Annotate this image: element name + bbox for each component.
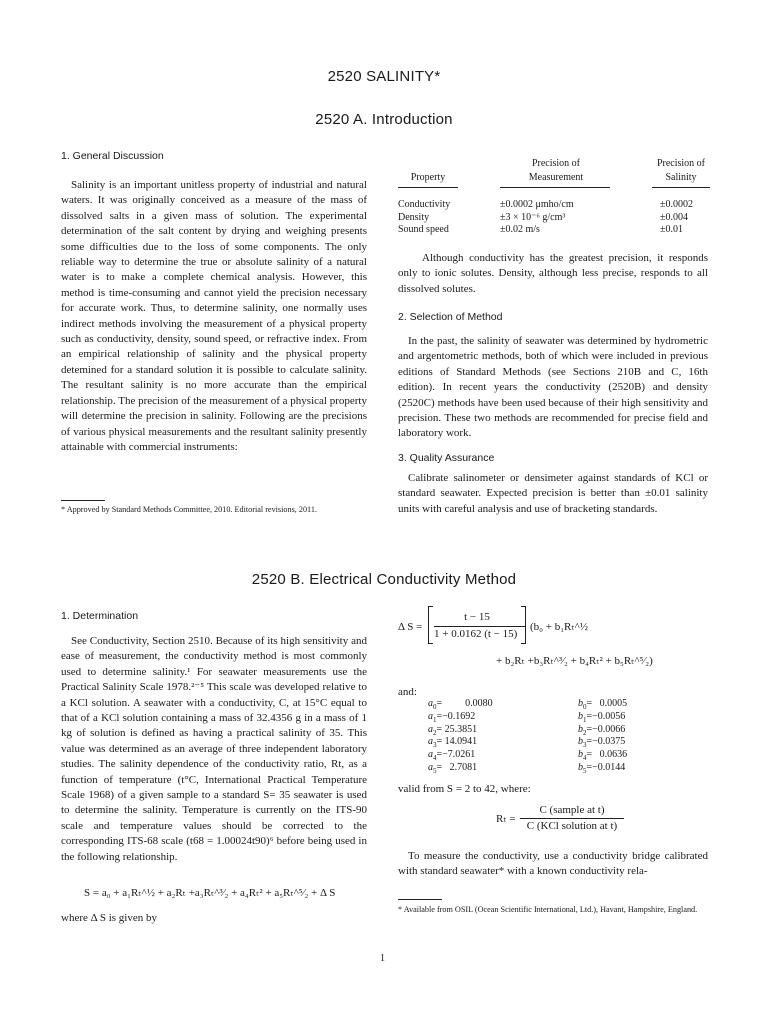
coef-row: $b_4= 0.0636$ (578, 749, 628, 763)
coef-row: $a_4=-7.0261$ (428, 749, 476, 763)
table-cell: ±0.004 (660, 212, 688, 223)
coef-value: 0.0636 (599, 749, 628, 761)
coef-sub: 0 (583, 703, 587, 711)
coef-value: 2.7081 (449, 761, 478, 773)
coef-symbol: b (578, 761, 583, 773)
footnote-rule (61, 500, 105, 501)
a-coefficients (428, 698, 528, 775)
coef-symbol: a (428, 761, 433, 773)
rt-denominator: C (KCl solution at t) (526, 820, 618, 832)
table-rule (500, 187, 610, 188)
delta-s-tail1: (b₀ + b₁Rₜ^½ (530, 621, 589, 633)
footnote-rule (398, 899, 442, 900)
fraction-bar (434, 626, 526, 627)
page-number: 1 (380, 953, 385, 964)
coef-symbol: a (428, 698, 433, 709)
coef-sub: 4 (433, 754, 437, 763)
coef-value: −0.0066 (592, 723, 626, 735)
rt-lhs: Rₜ = (496, 813, 516, 825)
coef-value: 25.3851 (444, 723, 478, 735)
bracket-left (428, 606, 433, 644)
table-cell: Sound speed (398, 224, 449, 235)
table-header-salinity: Precision of Salinity (656, 158, 706, 183)
determination-heading: 1. Determination (61, 610, 139, 622)
selection-heading: 2. Selection of Method (398, 311, 503, 323)
general-discussion-heading: 1. General Discussion (61, 150, 164, 162)
coef-row: $b_5=-0.0144$ (578, 761, 626, 775)
coef-value: 0.0005 (599, 698, 628, 709)
where-text: where Δ S is given by (61, 912, 157, 924)
coef-sub: 5 (583, 766, 587, 775)
coef-value: −7.0261 (442, 749, 476, 761)
coef-row: $a_3= 14.0941$ (428, 736, 478, 750)
coef-row: $b_1=-0.0056$ (578, 710, 626, 724)
table-rule (398, 187, 458, 188)
rt-numerator: C (sample at t) (539, 804, 605, 816)
table-rule (652, 187, 710, 188)
section-b-title: 2520 B. Electrical Conductivity Method (251, 571, 517, 588)
coef-symbol: b (578, 749, 583, 761)
table-cell: ±0.0002 (660, 199, 693, 210)
bracket-right (521, 606, 526, 644)
coef-value: 0.0080 (465, 698, 493, 709)
section-a-footnote: * Approved by Standard Methods Committee, 2010. Editorial revisions, 2011. (61, 505, 317, 514)
salinity-equation: S = a₀ + a₁Rₜ^½ + a₂Rₜ +a₃Rₜ^³⁄₂ + a₄Rₜ² + a₅Rₜ^⁵⁄₂ + Δ S (84, 887, 336, 899)
table-header-measurement: Precision of Measurement (528, 158, 584, 183)
section-a-title: 2520 A. Introduction (315, 111, 453, 128)
qa-body: Calibrate salinometer or densimeter against standards of KCl or standard seawater. Expected precision is better than ±0.01 salinity units with careful analysis and use of bracketing standards. (398, 472, 708, 515)
table-header-property: Property (410, 172, 446, 183)
table-cell: Density (398, 212, 430, 223)
table-cell: ±0.01 (660, 224, 683, 235)
coef-row: $a_5= 2.7081$ (428, 761, 478, 775)
coef-row: $b_2=-0.0066$ (578, 723, 626, 737)
delta-s-denominator: 1 + 0.0162 (t − 15) (434, 628, 518, 640)
selection-body: In the past, the salinity of seawater was determined by hydrometric and argentometric methods, both of which were included in previous editions of Standard Methods (see Sections 210B and C, 16th edition). In recent years the conductivity (2520B) and density (2520C) methods have been used because of their high sensitivity and precision. These two methods are recommended for precise field and laboratory work. (398, 335, 708, 440)
table-cell: ±0.02 m/s (500, 224, 540, 235)
coef-row: $a_0= 0.0080$ (428, 698, 493, 711)
coef-value: 14.0941 (444, 736, 478, 748)
coef-symbol: b (578, 723, 583, 735)
coef-symbol: a (428, 736, 433, 748)
coef-sub: 0 (433, 703, 437, 711)
b-coefficients (578, 698, 678, 775)
coef-symbol: b (578, 710, 583, 722)
coef-symbol: a (428, 723, 433, 735)
after-table-text: Although conductivity has the greatest precision, it responds only to ionic solutes. Density, although less precise, responds to all dissolved solutes. (398, 252, 708, 295)
coef-row: $a_2= 25.3851$ (428, 723, 478, 737)
table-cell: Conductivity (398, 199, 451, 210)
qa-heading: 3. Quality Assurance (398, 452, 495, 464)
coef-row: $a_1=-0.1692$ (428, 711, 528, 724)
coef-symbol: b (578, 698, 583, 709)
delta-s-numerator: t − 15 (464, 611, 490, 623)
coef-sub: 1 (433, 715, 437, 724)
coef-symbol: a (428, 749, 433, 761)
coef-sub: 4 (583, 754, 587, 763)
valid-text: valid from S = 2 to 42, where: (398, 783, 531, 795)
section-b-footnote: * Available from OSIL (Ocean Scientific International, Ltd.), Havant, Hampshire, England. (398, 905, 698, 914)
general-discussion-body: Salinity is an important unitless property of industrial and natural waters. It was originally conceived as a measure of the mass of dissolved salts in a given mass of solution. The experimental determination of the salt content by drying and weighing presents some difficulties due to the loss of some components. The only reliable way to determine the true or absolute salinity of a natural water is to make a complete chemical analysis. However, this method is time-consuming and cannot yield the precision necessary for accurate work. Thus, to determine salinity, one normally uses indirect methods involving the measurement of a physical property such as conductivity, density, sound speed, or refractive index. From an empirical relationship of salinity and the physical property detemined for a standard solution it is possible to calculate salinity. The resultant salinity is no more accurate than the empirical relationship. The precision of the measurement of a physical property will determine the precision in salinity. Following are the precisions of various physical measurements and the resultant salinity presently attainable with commercial instruments: (61, 179, 367, 453)
coef-sub: 5 (433, 766, 437, 775)
fraction-bar (520, 818, 624, 819)
coef-value: −0.1692 (442, 710, 476, 722)
table-cell: ±0.0002 μmho/cm (500, 199, 574, 210)
delta-s-tail2: + b₂Rₜ +b₃Rₜ^³⁄₂ + b₄Rₜ² + b₅Rₜ^⁵⁄₂) (496, 655, 653, 667)
coef-value: −0.0056 (592, 710, 626, 722)
delta-s-lhs: Δ S = (398, 621, 423, 633)
table-cell: ±3 × 10⁻⁶ g/cm³ (500, 212, 566, 223)
page-title: 2520 SALINITY* (327, 68, 441, 85)
coef-row: $b_0= 0.0005$ (578, 698, 628, 711)
measure-body: To measure the conductivity, use a conductivity bridge calibrated with standard seawater* with a known conductivity rela- (398, 850, 708, 878)
coef-value: −0.0375 (592, 736, 626, 748)
coef-row: $b_3=-0.0375$ (578, 736, 626, 750)
coef-sub: 3 (583, 741, 587, 750)
coef-sub: 3 (433, 741, 437, 750)
coef-value: −0.0144 (592, 761, 626, 773)
coef-sub: 2 (433, 728, 437, 737)
and-text: and: (398, 686, 417, 698)
coef-sub: 2 (583, 728, 587, 737)
coef-symbol: b (578, 736, 583, 748)
coef-sub: 1 (583, 715, 587, 724)
coef-symbol: a (428, 710, 433, 722)
determination-body: See Conductivity, Section 2510. Because of its high sensitivity and ease of measurement, the conductivity method is most commonly used to determine salinity.¹ For seawater measurements use the Practical Salinity Scale 1978.²⁻⁵ This scale was developed relative to a KCl solution. A seawater with a conductivity, C, at 15°C equal to that of a KCl solution containing a mass of 32.4356 g in a mass of 1 kg of solution is defined as having a practical salinity of 35. This value was determined as an average of three independent laboratory studies. The salinity dependence of the conductivity ratio, Rt, as a function of temperature (t°C, International Practical Temperature Scale 1968) of a given sample to a standard S= 35 seawater is used to determine the salinity. Temperature is currently on the ITS-90 scale and temperature values should be corrected to the corresponding ITS-68 scale (t68 = 1.00024t90)⁶ before being used in the following relationship. (61, 635, 367, 863)
